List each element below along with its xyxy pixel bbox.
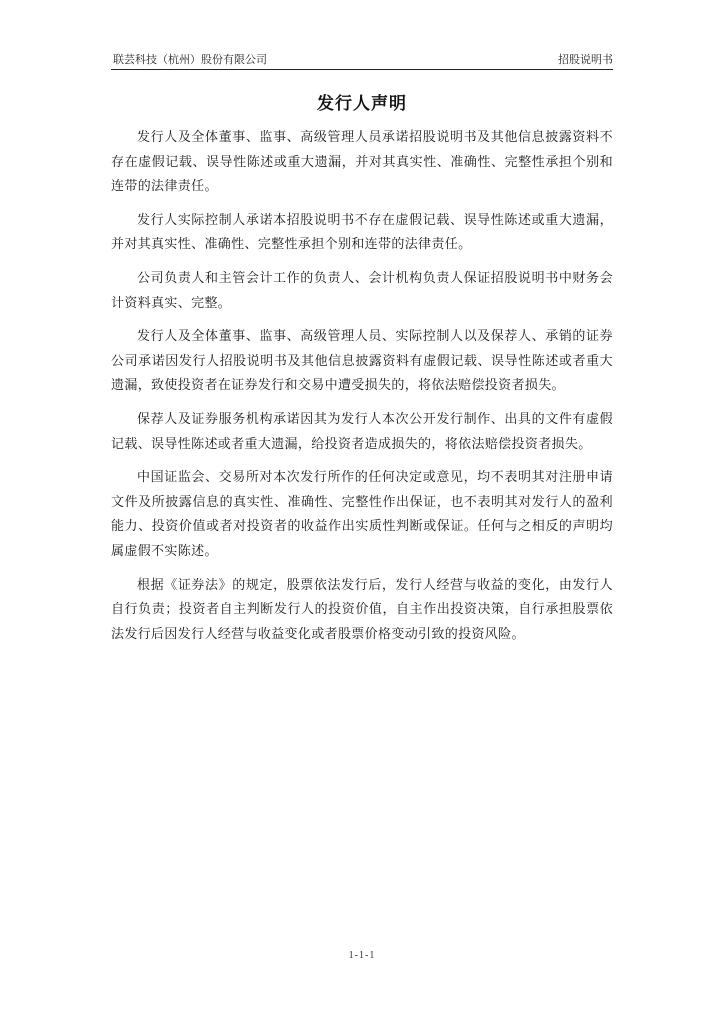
page-number: 1-1-1	[348, 950, 376, 961]
page-header	[111, 52, 613, 70]
declaration-body	[111, 126, 613, 656]
paragraph-3: 公司负责人和主管会计工作的负责人、会计机构负责人保证招股说明书中财务会计资料真实、完整。	[111, 270, 613, 311]
paragraph-7: 根据《证券法》的规定，股票依法发行后，发行人经营与收益的变化，由发行人自行负责；投资者自主判断发行人的投资价值，自主作出投资决策，自行承担股票依法发行后因发行人经营与收益变化或者股票价格变动引致的投资风险。	[111, 577, 613, 642]
header-divider	[111, 69, 613, 70]
paragraph-1: 发行人及全体董事、监事、高级管理人员承诺招股说明书及其他信息披露资料不存在虚假记载、误导性陈述或重大遗漏，并对其真实性、准确性、完整性承担个别和连带的法律责任。	[111, 130, 613, 195]
paragraph-6: 中国证监会、交易所对本次发行所作的任何决定或意见，均不表明其对注册申请文件及所披露信息的真实性、准确性、完整性作出保证，也不表明其对发行人的盈利能力、投资价值或者对投资者的收益作出实质性判断或保证。任何与之相反的声明均属虚假不实陈述。	[111, 470, 613, 559]
header-company-name: 联芸科技（杭州）股份有限公司	[113, 53, 267, 66]
paragraph-2: 发行人实际控制人承诺本招股说明书不存在虚假记载、误导性陈述或重大遗漏，并对其真实性、准确性、完整性承担个别和连带的法律责任。	[111, 212, 613, 253]
header-document-type: 招股说明书	[558, 53, 613, 66]
page-title: 发行人声明	[317, 94, 407, 114]
paragraph-4: 发行人及全体董事、监事、高级管理人员、实际控制人以及保荐人、承销的证券公司承诺因发行人招股说明书及其他信息披露资料有虚假记载、误导性陈述或者重大遗漏，致使投资者在证券发行和交易中遭受损失的，将依法赔偿投资者损失。	[111, 329, 613, 394]
paragraph-5: 保荐人及证券服务机构承诺因其为发行人本次公开发行制作、出具的文件有虚假记载、误导性陈述或者重大遗漏，给投资者造成损失的，将依法赔偿投资者损失。	[111, 411, 613, 452]
